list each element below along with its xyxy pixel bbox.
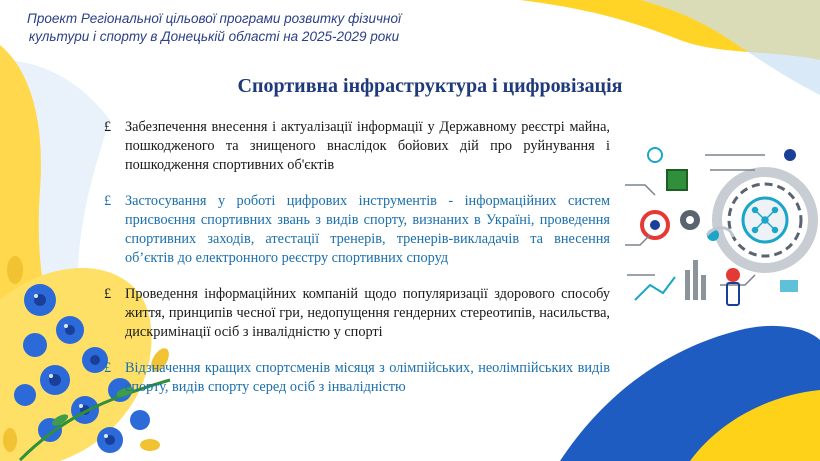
- bullet-text: Застосування у роботі цифрових інструментів - інформаційних систем присвоєння спортивних звань з видів спорту, визнаних в Україні, проведення спортивних заходів, атестації тренерів, тренерів-викладачів та внесення об’єктів до електронного реєстру спортивних споруд: [125, 193, 610, 266]
- bullet-marker: £: [104, 360, 112, 376]
- project-title-line-1: Проект Регіональної цільової програми розвитку фізичної: [27, 11, 401, 26]
- bullet-marker: £: [104, 119, 112, 135]
- bullet-list: [100, 118, 610, 414]
- bullet-marker: £: [104, 193, 112, 209]
- project-title: [14, 10, 414, 46]
- bullet-marker: £: [104, 286, 112, 302]
- bullet-item-awards: [100, 359, 610, 397]
- bullet-item-digital-tools: [100, 192, 610, 268]
- bullet-item-registry: [100, 118, 610, 175]
- project-title-line-2: культури і спорту в Донецькій області на 2025-2029 роки: [28, 29, 400, 44]
- bullet-text: Забезпечення внесення і актуалізації інформації у Державному реєстрі майна, пошкодженого та знищеного внаслідок бойових дій про руйнування і пошкодження спортивних об'єктів: [125, 119, 610, 173]
- bullet-text: Проведення інформаційних компаній щодо популяризації здорового способу життя, принципів чесної гри, недопущення гендерних стереотипів, насильства, дискримінації осіб з інвалідністю у спорті: [125, 286, 610, 340]
- bullet-text: Відзначення кращих спортсменів місяця з олімпійських, неолімпійських видів спорту, видів спорту серед осіб з інвалідністю: [125, 360, 610, 395]
- slide-heading: Спортивна інфраструктура і цифровізація: [237, 75, 623, 97]
- bullet-item-campaigns: [100, 285, 610, 342]
